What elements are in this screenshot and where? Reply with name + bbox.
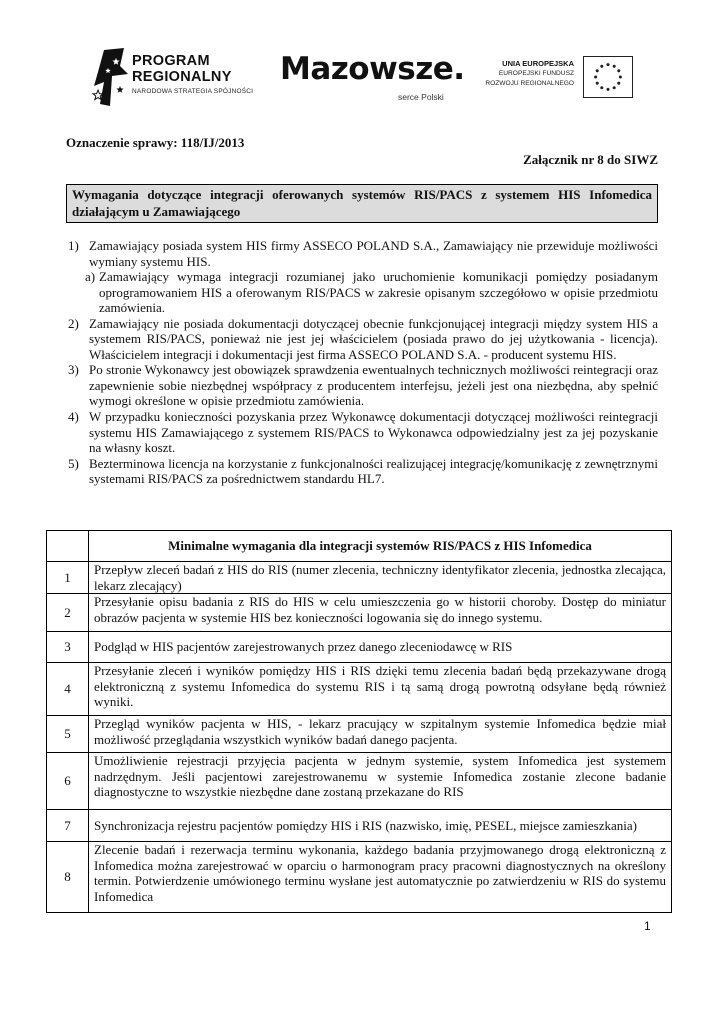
list-item-text: Zamawiający posiada system HIS firmy ASSECO POLAND S.A., Zamawiający nie przewiduje możliwości wymiany systemu HIS. bbox=[89, 238, 658, 269]
mazowsze-logo bbox=[280, 51, 465, 112]
list-item-number: 2) bbox=[68, 315, 79, 331]
table-header-title: Minimalne wymagania dla integracji systemów RIS/PACS z HIS Infomedica bbox=[89, 531, 672, 562]
table-row-number: 5 bbox=[47, 716, 89, 753]
table-row-text: Zlecenie badań i rezerwacja terminu wykonania, każdego badania przyjmowanego drogą elektroniczną z Infomedica można zarejestrować w oparciu o harmonogram pracy pracowni diagnostycznych na określony termin. Potwierdzenie umówionego terminu wysłane jest automatycznie po zatwierdzeniu w RIS do systemu Infomedica bbox=[89, 842, 672, 913]
eu-logo-line2: EUROPEJSKI FUNDUSZ bbox=[498, 70, 574, 77]
list-item bbox=[66, 409, 658, 456]
list-item bbox=[66, 362, 658, 409]
list-item-text: Zamawiający nie posiada dokumentacji dotyczącej obecnie funkcjonującej integracji między system HIS a systemem RIS/PACS, ponieważ nie jest jej właścicielem (posiada prawo do jej użytkowania - licencja). Właścicielem integracji i dokumentacji jest firma ASSECO POLAND S.A. - producent systemu HIS. bbox=[89, 315, 658, 362]
mazowsze-wordmark: Mazowsze. bbox=[280, 51, 465, 87]
program-logo-subtitle: NARODOWA STRATEGIA SPÓJNOŚCI bbox=[132, 88, 254, 95]
table-row-text: Przesyłanie zleceń i wyników pomiędzy HIS i RIS dzięki temu zlecenia badań będą przekazywane drogą elektroniczną z systemu Infomedica do systemu RIS i tą samą drogą powrotną odsyłane będą również wyniki. bbox=[89, 663, 672, 716]
table-row-text: Podgląd w HIS pacjentów zarejestrowanych przez danego zleceniodawcę w RIS bbox=[89, 632, 672, 663]
sub-list-item-number: a) bbox=[85, 269, 96, 285]
table-row-text: Przegląd wyników pacjenta w HIS, - lekarz pracujący w szpitalnym systemie Infomedica będzie miał możliwość przeglądania wszystkich wyników badań danego pacjenta. bbox=[89, 716, 672, 753]
list-item bbox=[66, 456, 658, 487]
table-header-row bbox=[47, 531, 672, 562]
table-row bbox=[47, 753, 672, 810]
table-row-number: 3 bbox=[47, 632, 89, 663]
table-row bbox=[47, 842, 672, 913]
eu-logo bbox=[485, 54, 644, 104]
table-row-text: Synchronizacja rejestru pacjentów pomiędzy HIS i RIS (nazwisko, imię, PESEL, miejsce zamieszkania) bbox=[89, 810, 672, 842]
stars-figure-icon bbox=[90, 46, 130, 108]
annex-label: Załącznik nr 8 do SIWZ bbox=[523, 152, 658, 167]
table-row bbox=[47, 810, 672, 842]
list-item-number: 3) bbox=[68, 362, 79, 378]
requirements-list bbox=[66, 238, 658, 487]
table-row bbox=[47, 594, 672, 632]
program-logo-line2: REGIONALNY bbox=[132, 68, 232, 85]
eu-flag-icon bbox=[583, 56, 633, 98]
table-row-number: 6 bbox=[47, 753, 89, 810]
document-title: Wymagania dotyczące integracji oferowanych systemów RIS/PACS z systemem HIS Infomedica działającym u Zamawiającego bbox=[66, 184, 658, 223]
program-regionalny-logo bbox=[90, 44, 260, 114]
sub-list-item-text: Zamawiający wymaga integracji rozumianej jako uruchomienie komunikacji pomiędzy posiadanym oprogramowaniem HIS a oferowanym RIS/PACS w zakresie opisanym szczegółowo w opisie przedmiotu zamówienia. bbox=[99, 269, 658, 316]
list-item-text: Po stronie Wykonawcy jest obowiązek sprawdzenia ewentualnych technicznych możliwości reintegracji oraz zapewnienie sobie niezbędnej współpracy z producentem interfejsu, jeżeli jest ona niezbędna, aby spełnić wymogi określone w opisie przedmiotu zamówienia. bbox=[89, 362, 658, 409]
table-row-text: Przepływ zleceń badań z HIS do RIS (numer zlecenia, techniczny identyfikator zlecenia, jednostka zlecająca, lekarz zlecający) bbox=[89, 562, 672, 594]
list-item bbox=[66, 238, 658, 316]
table-row-number: 7 bbox=[47, 810, 89, 842]
table-row-number: 2 bbox=[47, 594, 89, 632]
list-item-number: 1) bbox=[68, 238, 79, 253]
eu-logo-line3: ROZWOJU REGIONALNEGO bbox=[485, 79, 574, 87]
table-header-number-cell bbox=[47, 531, 89, 562]
table-row-number: 4 bbox=[47, 663, 89, 716]
table-row bbox=[47, 663, 672, 716]
list-item-number: 5) bbox=[68, 455, 79, 471]
case-reference: Oznaczenie sprawy: 118/IJ/2013 bbox=[66, 135, 245, 150]
table-row-text: Umożliwienie rejestracji przyjęcia pacjenta w jednym systemie, system Infomedica jest systemem nadrzędnym. Jeśli pacjentowi zarejestrowanemu w systemie Infomedica zostanie zlecone badanie diagnostyczne to wszystkie niezbędne dane zostaną przekazane do RIS bbox=[89, 753, 672, 810]
page-number: 1 bbox=[644, 919, 651, 933]
list-item bbox=[66, 316, 658, 363]
list-item-text: Bezterminowa licencja na korzystanie z funkcjonalności realizującej integrację/komunikację z zewnętrznymi systemami RIS/PACS za pośrednictwem standardu HL7. bbox=[89, 455, 658, 487]
eu-logo-line1: UNIA EUROPEJSKA bbox=[502, 59, 574, 68]
list-item-number: 4) bbox=[68, 409, 79, 425]
mazowsze-subtitle: serce Polski bbox=[398, 92, 444, 102]
sub-list-item bbox=[66, 269, 658, 316]
header-logos bbox=[0, 0, 724, 120]
requirements-table bbox=[46, 530, 672, 913]
table-row-number: 8 bbox=[47, 842, 89, 913]
table-row-text: Przesyłanie opisu badania z RIS do HIS w celu umieszczenia go w historii choroby. Dostęp do miniatur obrazów pacjenta w systemie HIS bez konieczności logowania się do innego systemu. bbox=[89, 594, 672, 632]
table-row bbox=[47, 716, 672, 753]
table-row-number: 1 bbox=[47, 562, 89, 594]
list-item-text: W przypadku konieczności pozyskania przez Wykonawcę dokumentacji dotyczącej możliwości reintegracji systemu HIS Zamawiającego z systemem RIS/PACS to Wykonawca odpowiedzialny jest za jej pozyskanie na własny koszt. bbox=[89, 409, 658, 456]
table-row bbox=[47, 632, 672, 663]
table-row bbox=[47, 562, 672, 594]
program-logo-line1: PROGRAM bbox=[132, 53, 210, 69]
